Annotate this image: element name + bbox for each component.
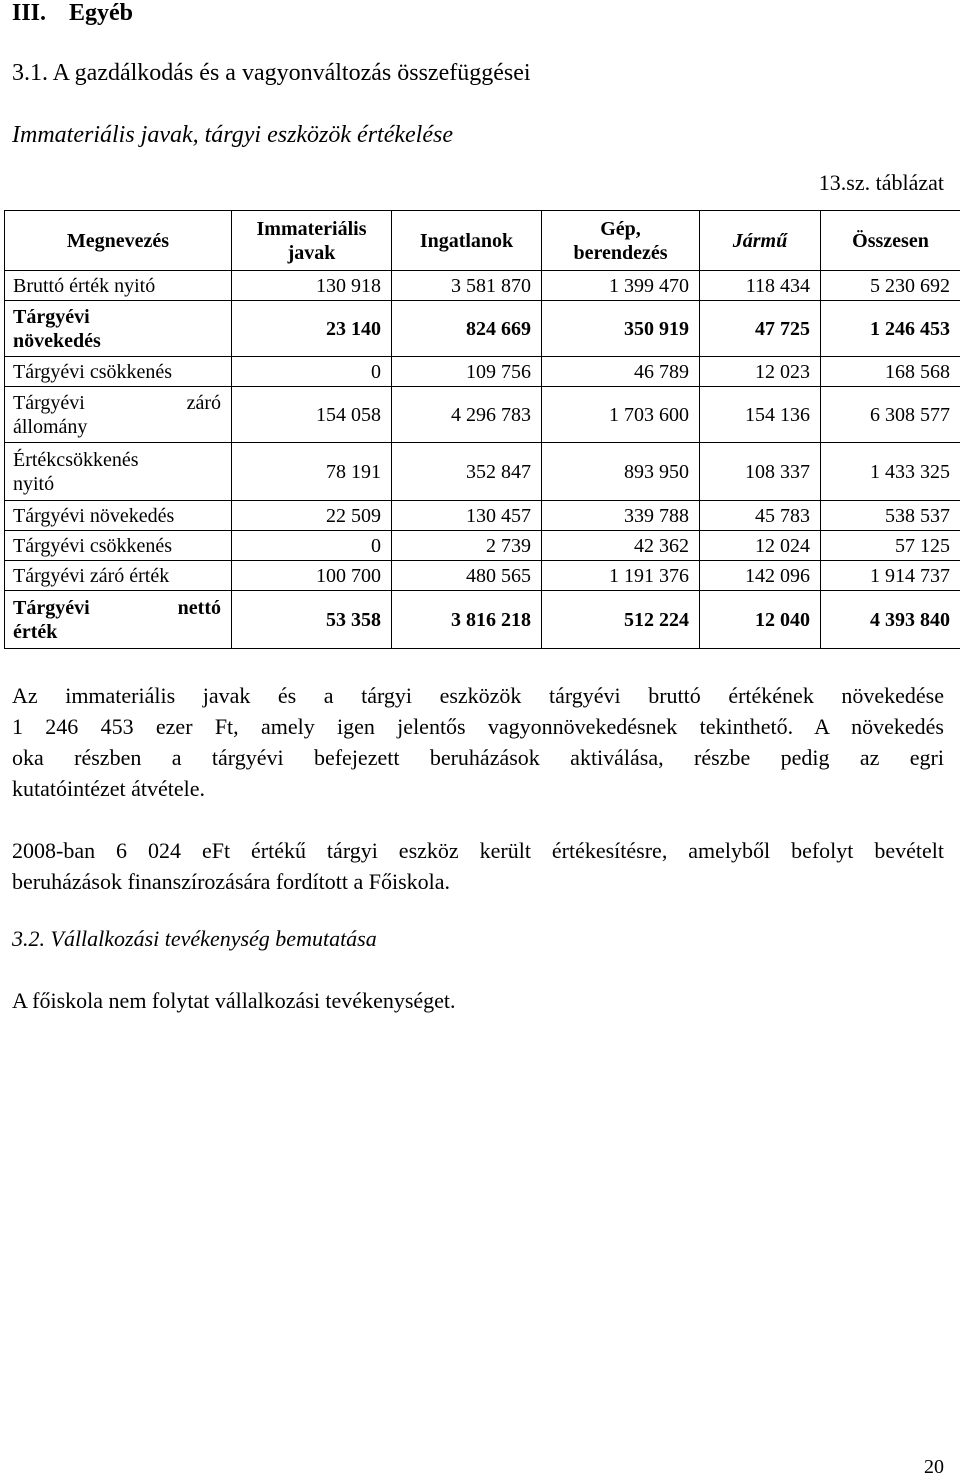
row-label-word1: Tárgyévi	[13, 391, 85, 414]
cell-gep: 42 362	[542, 531, 700, 561]
row-label	[5, 301, 232, 357]
cell-immaterialis: 78 191	[232, 443, 392, 501]
table-row	[5, 501, 960, 531]
cell-jarmu: 12 024	[700, 531, 821, 561]
header-gep	[542, 211, 700, 271]
cell-immaterialis: 100 700	[232, 561, 392, 591]
subsection-heading: 3.1. A gazdálkodás és a vagyonváltozás összefüggései	[12, 60, 531, 86]
cell-osszesen: 57 125	[821, 531, 960, 561]
row-label: Tárgyévi csökkenés	[5, 531, 232, 561]
row-label-line1: Értékcsökkenés	[13, 448, 139, 471]
cell-osszesen: 6 308 577	[821, 387, 960, 443]
cell-osszesen: 5 230 692	[821, 271, 960, 301]
row-label: Tárgyévi növekedés	[5, 501, 232, 531]
cell-osszesen: 538 537	[821, 501, 960, 531]
cell-immaterialis: 53 358	[232, 591, 392, 649]
paragraph-line: 1 246 453 ezer Ft, amely igen jelentős vagyonnövekedésnek tekinthető. A növekedés	[12, 714, 944, 739]
page-number: 20	[924, 1456, 944, 1478]
row-label-line1	[13, 391, 221, 415]
row-label-line2: növekedés	[13, 329, 101, 352]
section-title: Egyéb	[69, 0, 134, 26]
paragraph-growth	[12, 680, 944, 804]
cell-osszesen: 4 393 840	[821, 591, 960, 649]
subsection-heading-3-2: 3.2. Vállalkozási tevékenység bemutatása	[12, 926, 377, 951]
cell-jarmu: 45 783	[700, 501, 821, 531]
row-label: Tárgyévi csökkenés	[5, 357, 232, 387]
cell-gep: 1 703 600	[542, 387, 700, 443]
row-label: Tárgyévi záró érték	[5, 561, 232, 591]
paragraph-line: oka részben a tárgyévi befejezett beruházások aktiválása, részbe pedig az egri	[12, 745, 944, 770]
cell-immaterialis: 23 140	[232, 301, 392, 357]
paragraph-line: Az immateriális javak és a tárgyi eszközök tárgyévi bruttó értékének növekedése	[12, 683, 944, 708]
header-megnevezes: Megnevezés	[5, 211, 232, 271]
header-gep-line2: berendezés	[573, 241, 668, 264]
table-row	[5, 531, 960, 561]
cell-osszesen: 1 914 737	[821, 561, 960, 591]
cell-ingatlanok: 3 581 870	[392, 271, 542, 301]
paragraph-line: beruházások finanszírozására fordított a Főiskola.	[12, 869, 451, 894]
row-label-line2: állomány	[13, 415, 88, 438]
header-gep-line1: Gép,	[600, 217, 641, 240]
header-immaterialis-line2: javak	[287, 241, 336, 264]
cell-osszesen: 1 246 453	[821, 301, 960, 357]
cell-jarmu: 12 040	[700, 591, 821, 649]
paragraph-line: kutatóintézet átvétele.	[12, 776, 206, 801]
header-osszesen: Összesen	[821, 211, 960, 271]
table-header-row	[5, 211, 960, 271]
table-row	[5, 271, 960, 301]
row-label: Bruttó érték nyitó	[5, 271, 232, 301]
cell-gep: 893 950	[542, 443, 700, 501]
table-row	[5, 301, 960, 357]
cell-immaterialis: 154 058	[232, 387, 392, 443]
cell-immaterialis: 22 509	[232, 501, 392, 531]
cell-ingatlanok: 2 739	[392, 531, 542, 561]
cell-gep: 512 224	[542, 591, 700, 649]
cell-jarmu: 154 136	[700, 387, 821, 443]
row-label-line1: Tárgyévi	[13, 305, 90, 328]
cell-jarmu: 118 434	[700, 271, 821, 301]
cell-gep: 1 399 470	[542, 271, 700, 301]
table-row	[5, 561, 960, 591]
cell-ingatlanok: 130 457	[392, 501, 542, 531]
cell-jarmu: 12 023	[700, 357, 821, 387]
header-immaterialis-line1: Immateriális	[256, 217, 367, 240]
table-row	[5, 357, 960, 387]
cell-ingatlanok: 824 669	[392, 301, 542, 357]
italic-heading: Immateriális javak, tárgyi eszközök értékelése	[12, 122, 453, 148]
table-row	[5, 387, 960, 443]
header-immaterialis	[232, 211, 392, 271]
cell-gep: 1 191 376	[542, 561, 700, 591]
row-label	[5, 443, 232, 501]
cell-osszesen: 168 568	[821, 357, 960, 387]
cell-gep: 339 788	[542, 501, 700, 531]
row-label-line1	[13, 596, 221, 620]
paragraph-sales	[12, 835, 944, 897]
cell-ingatlanok: 4 296 783	[392, 387, 542, 443]
cell-immaterialis: 130 918	[232, 271, 392, 301]
section-heading	[12, 0, 133, 27]
cell-ingatlanok: 352 847	[392, 443, 542, 501]
row-label	[5, 591, 232, 649]
cell-ingatlanok: 3 816 218	[392, 591, 542, 649]
table-row	[5, 591, 960, 649]
cell-immaterialis: 0	[232, 357, 392, 387]
section-number: III.	[12, 0, 47, 26]
row-label	[5, 387, 232, 443]
cell-ingatlanok: 480 565	[392, 561, 542, 591]
row-label-word2: nettó	[177, 596, 221, 619]
cell-gep: 46 789	[542, 357, 700, 387]
cell-immaterialis: 0	[232, 531, 392, 561]
row-label-line2: érték	[13, 620, 58, 643]
cell-jarmu: 108 337	[700, 443, 821, 501]
row-label-word2: záró	[186, 391, 221, 414]
cell-jarmu: 142 096	[700, 561, 821, 591]
row-label-word1: Tárgyévi	[13, 596, 90, 619]
paragraph-line: 2008-ban 6 024 eFt értékű tárgyi eszköz került értékesítésre, amelyből befolyt bevételt	[12, 838, 944, 863]
final-sentence: A főiskola nem folytat vállalkozási tevékenységet.	[12, 988, 456, 1013]
cell-osszesen: 1 433 325	[821, 443, 960, 501]
asset-valuation-table	[4, 210, 960, 649]
cell-gep: 350 919	[542, 301, 700, 357]
header-jarmu: Jármű	[700, 211, 821, 271]
table-row	[5, 443, 960, 501]
header-ingatlanok: Ingatlanok	[392, 211, 542, 271]
cell-jarmu: 47 725	[700, 301, 821, 357]
row-label-line2: nyitó	[13, 472, 55, 495]
table-reference: 13.sz. táblázat	[818, 170, 944, 195]
cell-ingatlanok: 109 756	[392, 357, 542, 387]
